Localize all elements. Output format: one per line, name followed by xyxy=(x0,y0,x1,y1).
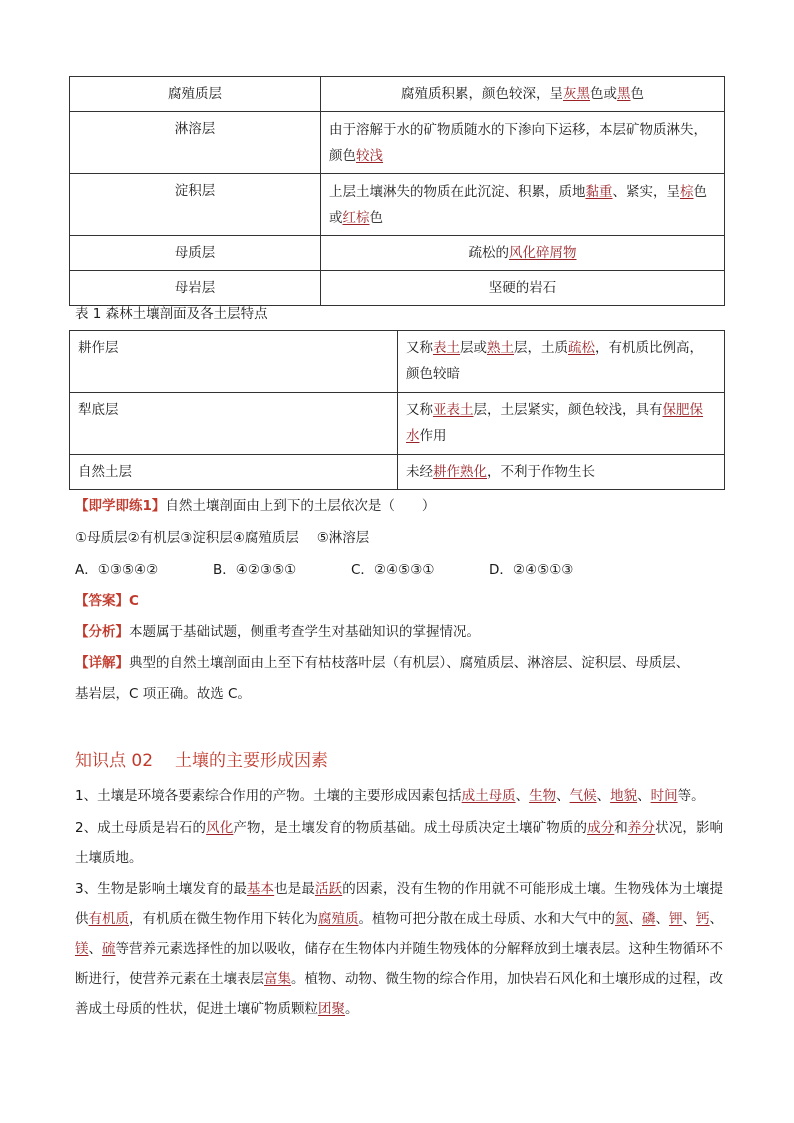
table-row xyxy=(70,393,725,455)
soil-profile-table xyxy=(69,76,725,306)
option-c: C．②④⑤③① xyxy=(351,562,435,578)
analysis-tag: 【分析】 xyxy=(75,624,129,640)
table-row xyxy=(70,271,725,306)
layer-description: 腐殖质积累，颜色较深，呈灰黑色或黑色 xyxy=(321,77,725,112)
layer-name: 母质层 xyxy=(70,236,321,271)
layer-name: 腐殖质层 xyxy=(70,77,321,112)
answer-tag: 【答案】 xyxy=(75,593,129,609)
layer-name: 母岩层 xyxy=(70,271,321,306)
point-1: 1、土壤是环境各要素综合作用的产物。土壤的主要形成因素包括成土母质、生物、气候、地貌、时间等。 xyxy=(75,788,705,804)
table-row xyxy=(70,331,725,393)
layer-description: 又称表土层或熟土层，土质疏松，有机质比例高，颜色较暗 xyxy=(398,331,725,393)
section-title: 土壤的主要形成因素 xyxy=(175,751,329,771)
exercise-items: ①母质层②有机层③淀积层④腐殖质层 ⑤淋溶层 xyxy=(75,530,370,546)
table-caption: 表 1 森林土壤剖面及各土层特点 xyxy=(75,306,268,322)
option-b: B．④②③⑤① xyxy=(213,562,297,578)
detail-line: 【详解】典型的自然土壤剖面由上至下有枯枝落叶层（有机层）、腐殖质层、淋溶层、淀积层、母质层、 xyxy=(75,655,690,671)
layer-name: 犁底层 xyxy=(70,393,398,455)
layer-name: 耕作层 xyxy=(70,331,398,393)
layer-description: 未经耕作熟化，不利于作物生长 xyxy=(398,455,725,490)
point-3: 3、生物是影响土壤发育的最基本也是最活跃的因素，没有生物的作用就不可能形成土壤。生物残体为土壤提供有机质，有机质在微生物作用下转化为腐殖质。植物可把分散在成土母质、水和大气中的氮、磷、钾、钙、镁、硫等营养元素选择性的加以吸收，储存在生物体内并随生物残体的分解释放到土壤表层。这种生物循环不断进行，使营养元素在土壤表层富集。植物、动物、微生物的综合作用，加快岩石风化和土壤形成的过程，改善成土母质的性状，促进土壤矿物质颗粒团聚。 xyxy=(75,881,724,1017)
answer-line xyxy=(75,589,139,609)
analysis-line: 【分析】本题属于基础试题，侧重考查学生对基础知识的掌握情况。 xyxy=(75,624,480,640)
option-d: D．②④⑤①③ xyxy=(489,562,574,578)
layer-name: 淀积层 xyxy=(70,174,321,236)
section-heading xyxy=(75,746,328,771)
farmland-soil-table xyxy=(69,330,725,490)
option-a: A．①③⑤④② xyxy=(75,562,159,578)
layer-name: 淋溶层 xyxy=(70,112,321,174)
exercise-question: 【即学即练1】自然土壤剖面由上到下的土层依次是（ ） xyxy=(75,498,436,514)
detail-tag: 【详解】 xyxy=(75,655,129,671)
layer-name: 自然土层 xyxy=(70,455,398,490)
table-row xyxy=(70,112,725,174)
section-number: 知识点 02 xyxy=(75,751,154,771)
layer-description: 上层土壤淋失的物质在此沉淀、积累，质地黏重、紧实，呈棕色或红棕色 xyxy=(321,174,725,236)
table-row xyxy=(70,77,725,112)
answer-value: C xyxy=(129,593,139,609)
layer-description: 疏松的风化碎屑物 xyxy=(321,236,725,271)
table-row xyxy=(70,455,725,490)
layer-description: 由于溶解于水的矿物质随水的下渗向下运移，本层矿物质淋失，颜色较浅 xyxy=(321,112,725,174)
exercise-options xyxy=(75,558,627,578)
detail-line-2: 基岩层，C 项正确。故选 C。 xyxy=(75,686,251,702)
layer-description: 又称亚表土层，土层紧实，颜色较浅，具有保肥保水作用 xyxy=(398,393,725,455)
table-row xyxy=(70,236,725,271)
layer-description: 坚硬的岩石 xyxy=(321,271,725,306)
point-2: 2、成土母质是岩石的风化产物，是土壤发育的物质基础。成土母质决定土壤矿物质的成分和养分状况，影响土壤质地。 xyxy=(75,820,724,866)
exercise-tag: 【即学即练1】 xyxy=(75,498,166,514)
table-row xyxy=(70,174,725,236)
